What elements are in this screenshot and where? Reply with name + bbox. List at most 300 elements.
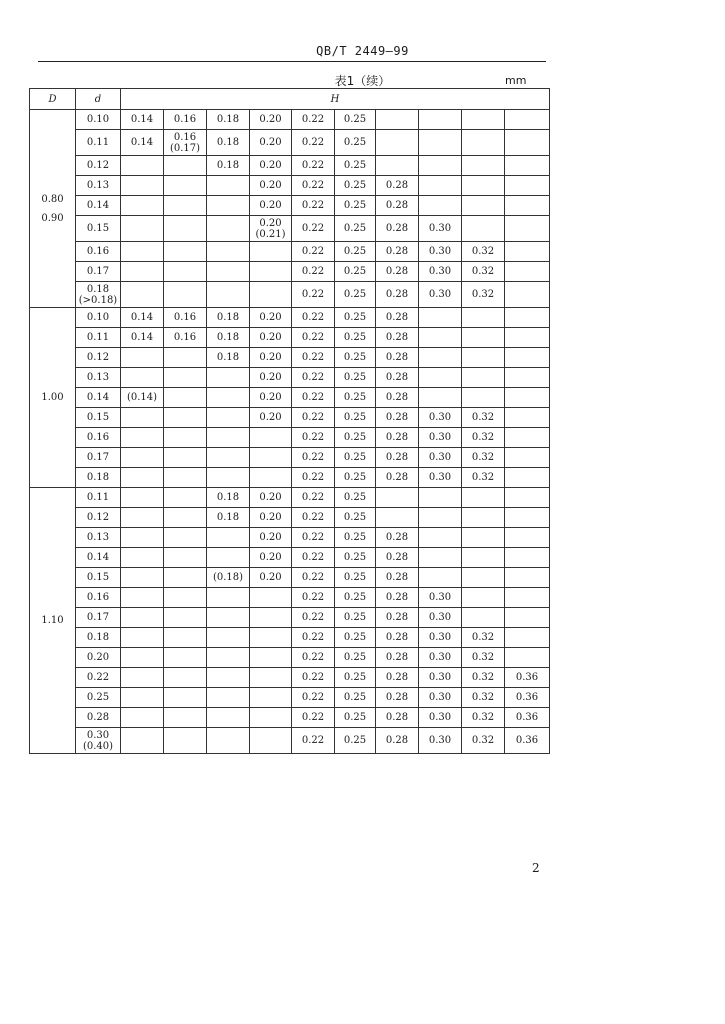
- cell-H: [164, 308, 207, 328]
- cell-H: [335, 156, 376, 176]
- cell-text: 0.30: [428, 266, 452, 277]
- cell-H: [250, 508, 292, 528]
- cell-text: 0.28: [385, 452, 409, 463]
- cell-text: 0.30: [428, 712, 452, 723]
- cell-H: [335, 428, 376, 448]
- cell-text: 0.18: [86, 632, 110, 643]
- cell-text: 0.20: [259, 532, 282, 543]
- cell-d: [76, 216, 121, 242]
- cell-H: [207, 488, 250, 508]
- cell-H: [376, 668, 419, 688]
- cell-H: [376, 176, 419, 196]
- cell-text: 0.32: [471, 632, 495, 643]
- cell-H: [292, 488, 335, 508]
- cell-H: [335, 588, 376, 608]
- cell-H: [376, 242, 419, 262]
- cell-H: [335, 568, 376, 588]
- cell-H: [292, 568, 335, 588]
- cell-H: [335, 328, 376, 348]
- cell-H: [292, 648, 335, 668]
- cell-d: [76, 130, 121, 156]
- cell-H: [121, 468, 164, 488]
- cell-text: 0.11: [86, 492, 110, 503]
- cell-text: 0.32: [471, 266, 495, 277]
- cell-text: 0.25: [343, 289, 367, 300]
- cell-text: 0.22: [301, 592, 325, 603]
- cell-H: [505, 196, 550, 216]
- cell-H: [335, 388, 376, 408]
- table-row: [30, 488, 550, 508]
- cell-H: [164, 110, 207, 130]
- cell-H: [292, 608, 335, 628]
- cell-d: [76, 196, 121, 216]
- cell-H: [292, 348, 335, 368]
- cell-H: [462, 648, 505, 668]
- cell-text: 0.13: [86, 372, 110, 383]
- cell-H: [462, 528, 505, 548]
- cell-H: [207, 308, 250, 328]
- cell-H: [335, 110, 376, 130]
- cell-H: [164, 196, 207, 216]
- cell-text: 0.25: [343, 352, 367, 363]
- cell-H: [292, 130, 335, 156]
- cell-H: [419, 648, 462, 668]
- cell-H: [250, 628, 292, 648]
- cell-H: [250, 308, 292, 328]
- cell-text: 0.28: [385, 572, 409, 583]
- cell-H: [164, 528, 207, 548]
- cell-text: 0.25: [343, 572, 367, 583]
- cell-H: [121, 708, 164, 728]
- cell-H: [419, 668, 462, 688]
- cell-H: [121, 428, 164, 448]
- cell-H: [505, 668, 550, 688]
- table-row: [30, 688, 550, 708]
- cell-H: [462, 176, 505, 196]
- cell-d: [76, 448, 121, 468]
- cell-H: [121, 388, 164, 408]
- cell-text: 0.25: [343, 452, 367, 463]
- cell-H: [419, 130, 462, 156]
- cell-H: [292, 668, 335, 688]
- cell-H: [505, 568, 550, 588]
- col-header-H: H: [121, 89, 550, 110]
- cell-H: [335, 368, 376, 388]
- cell-text: 0.25: [343, 735, 367, 746]
- cell-text: 0.22: [301, 512, 325, 523]
- cell-H: [462, 408, 505, 428]
- cell-H: [207, 428, 250, 448]
- cell-H: [292, 196, 335, 216]
- cell-d: [76, 628, 121, 648]
- table-row: [30, 176, 550, 196]
- cell-text: 0.25: [343, 332, 367, 343]
- cell-text: 0.20: [259, 412, 282, 423]
- cell-H: [335, 242, 376, 262]
- cell-text: 0.30: [428, 632, 452, 643]
- cell-text: 0.22: [301, 652, 325, 663]
- cell-H: [207, 548, 250, 568]
- cell-text: 0.22: [301, 472, 325, 483]
- cell-H: [335, 348, 376, 368]
- cell-H: [505, 468, 550, 488]
- cell-d: [76, 648, 121, 668]
- cell-text: 0.25: [343, 312, 367, 323]
- cell-H: [462, 728, 505, 754]
- cell-H: [250, 282, 292, 308]
- cell-text: 0.16: [173, 332, 197, 343]
- cell-H: [376, 448, 419, 468]
- cell-H: [376, 728, 419, 754]
- cell-H: [121, 308, 164, 328]
- cell-text: 0.20: [259, 572, 282, 583]
- cell-text: 0.22: [301, 632, 325, 643]
- cell-text: 0.28: [385, 712, 409, 723]
- cell-H: [462, 308, 505, 328]
- cell-text: 0.30: [428, 652, 452, 663]
- cell-H: [121, 608, 164, 628]
- cell-H: [250, 488, 292, 508]
- cell-d: [76, 508, 121, 528]
- cell-H: [164, 176, 207, 196]
- cell-text: 0.25: [343, 200, 367, 211]
- cell-text: 0.28: [385, 312, 409, 323]
- cell-text: 0.22: [301, 452, 325, 463]
- cell-text: 0.36: [515, 712, 539, 723]
- cell-H: [292, 728, 335, 754]
- table-row: [30, 588, 550, 608]
- table-row: [30, 242, 550, 262]
- cell-H: [335, 308, 376, 328]
- cell-text: 0.28: [385, 472, 409, 483]
- cell-H: [292, 110, 335, 130]
- cell-H: [419, 688, 462, 708]
- cell-H: [121, 262, 164, 282]
- cell-text: 0.16: [173, 114, 197, 125]
- cell-text: 0.22: [301, 332, 325, 343]
- cell-H: [462, 708, 505, 728]
- cell-H: [207, 216, 250, 242]
- cell-text: 1.10: [41, 615, 64, 626]
- cell-H: [462, 468, 505, 488]
- cell-H: [505, 282, 550, 308]
- cell-H: [164, 568, 207, 588]
- cell-text: 0.25: [343, 246, 367, 257]
- cell-H: [376, 368, 419, 388]
- cell-H: [121, 448, 164, 468]
- cell-H: [207, 468, 250, 488]
- cell-text: 0.15: [86, 412, 110, 423]
- cell-H: [376, 548, 419, 568]
- cell-text: 0.22: [301, 372, 325, 383]
- cell-H: [207, 262, 250, 282]
- cell-H: [462, 508, 505, 528]
- table-row: [30, 568, 550, 588]
- table-row: [30, 110, 550, 130]
- cell-H: [376, 428, 419, 448]
- cell-H: [419, 588, 462, 608]
- cell-text: 0.20: [259, 552, 282, 563]
- cell-text: 0.30: [428, 412, 452, 423]
- table-row: [30, 608, 550, 628]
- cell-H: [505, 588, 550, 608]
- cell-H: [335, 262, 376, 282]
- table-row: [30, 368, 550, 388]
- cell-text: 0.30: [428, 432, 452, 443]
- cell-text: 0.25: [343, 223, 367, 234]
- cell-text: 0.32: [471, 652, 495, 663]
- cell-H: [419, 428, 462, 448]
- cell-d: [76, 428, 121, 448]
- cell-H: [505, 548, 550, 568]
- cell-text: 0.22: [301, 412, 325, 423]
- cell-text: 0.32: [471, 412, 495, 423]
- cell-text: 0.17: [86, 612, 110, 623]
- cell-text: 0.16: [86, 432, 110, 443]
- cell-text: 0.28: [385, 652, 409, 663]
- cell-H: [121, 548, 164, 568]
- cell-H: [505, 608, 550, 628]
- cell-H: [505, 728, 550, 754]
- cell-text: 0.20: [259, 160, 282, 171]
- cell-H: [505, 488, 550, 508]
- cell-H: [164, 428, 207, 448]
- cell-H: [462, 242, 505, 262]
- cell-H: [207, 568, 250, 588]
- cell-H: [292, 628, 335, 648]
- cell-d: [76, 388, 121, 408]
- cell-H: [164, 588, 207, 608]
- cell-text: 0.36: [515, 735, 539, 746]
- cell-H: [121, 648, 164, 668]
- cell-H: [121, 488, 164, 508]
- cell-text: (0.17): [169, 142, 201, 154]
- cell-text: 0.28: [385, 412, 409, 423]
- cell-H: [207, 628, 250, 648]
- cell-text: 0.25: [86, 692, 110, 703]
- cell-H: [419, 348, 462, 368]
- cell-text: 0.14: [86, 552, 110, 563]
- cell-H: [121, 328, 164, 348]
- cell-H: [207, 282, 250, 308]
- cell-H: [462, 608, 505, 628]
- cell-H: [207, 242, 250, 262]
- cell-text: 0.28: [385, 392, 409, 403]
- cell-H: [505, 216, 550, 242]
- cell-H: [292, 508, 335, 528]
- cell-H: [335, 628, 376, 648]
- cell-H: [462, 156, 505, 176]
- cell-H: [505, 130, 550, 156]
- unit-label: mm: [505, 74, 527, 87]
- cell-text: 0.32: [471, 672, 495, 683]
- cell-H: [292, 308, 335, 328]
- cell-H: [207, 368, 250, 388]
- cell-text: 0.80: [41, 193, 64, 205]
- cell-H: [250, 196, 292, 216]
- cell-H: [292, 388, 335, 408]
- cell-text: 0.25: [343, 712, 367, 723]
- cell-H: [207, 688, 250, 708]
- col-header-D: D: [30, 89, 76, 110]
- cell-H: [376, 408, 419, 428]
- cell-H: [419, 328, 462, 348]
- cell-text: 0.25: [343, 612, 367, 623]
- cell-H: [207, 408, 250, 428]
- cell-text: 0.32: [471, 246, 495, 257]
- cell-H: [292, 156, 335, 176]
- cell-text: (0.21): [255, 228, 286, 240]
- cell-H: [250, 688, 292, 708]
- cell-text: 0.25: [343, 114, 367, 125]
- cell-H: [335, 130, 376, 156]
- cell-text: 0.12: [86, 160, 110, 171]
- cell-H: [250, 448, 292, 468]
- table-row: [30, 348, 550, 368]
- cell-H: [376, 156, 419, 176]
- cell-H: [505, 110, 550, 130]
- table-row: [30, 388, 550, 408]
- cell-H: [292, 468, 335, 488]
- cell-text: 0.25: [343, 512, 367, 523]
- cell-H: [121, 508, 164, 528]
- cell-H: [335, 668, 376, 688]
- cell-H: [250, 408, 292, 428]
- cell-H: [462, 388, 505, 408]
- cell-d: [76, 308, 121, 328]
- cell-text: 0.28: [385, 289, 409, 300]
- cell-H: [207, 388, 250, 408]
- cell-text: 0.32: [471, 289, 495, 300]
- table-row: [30, 130, 550, 156]
- cell-text: 0.22: [301, 312, 325, 323]
- cell-H: [462, 196, 505, 216]
- cell-H: [250, 668, 292, 688]
- cell-H: [292, 528, 335, 548]
- cell-H: [335, 408, 376, 428]
- cell-text: 0.25: [343, 412, 367, 423]
- cell-text: 0.30: [428, 472, 452, 483]
- table-row: [30, 728, 550, 754]
- cell-text: 0.20: [259, 372, 282, 383]
- cell-text: 0.30: [428, 612, 452, 623]
- cell-text: 0.30: [428, 672, 452, 683]
- cell-H: [505, 242, 550, 262]
- table-row: [30, 668, 550, 688]
- cell-H: [292, 428, 335, 448]
- cell-text: 0.28: [385, 266, 409, 277]
- table-row: [30, 708, 550, 728]
- cell-d: [76, 156, 121, 176]
- cell-H: [121, 528, 164, 548]
- cell-text: 0.12: [86, 352, 110, 363]
- cell-text: 0.28: [385, 180, 409, 191]
- cell-text: 0.25: [343, 472, 367, 483]
- cell-H: [505, 708, 550, 728]
- cell-H: [462, 668, 505, 688]
- cell-text: 0.15: [86, 223, 110, 234]
- cell-d: [76, 408, 121, 428]
- cell-H: [376, 608, 419, 628]
- cell-H: [121, 176, 164, 196]
- cell-H: [292, 448, 335, 468]
- cell-H: [419, 528, 462, 548]
- cell-H: [335, 708, 376, 728]
- cell-d: [76, 110, 121, 130]
- cell-text: 0.12: [86, 512, 110, 523]
- cell-text: 0.28: [385, 352, 409, 363]
- cell-H: [335, 176, 376, 196]
- cell-d: [76, 568, 121, 588]
- cell-H: [419, 176, 462, 196]
- cell-text: 0.22: [301, 735, 325, 746]
- cell-H: [462, 568, 505, 588]
- cell-text: 0.18: [86, 283, 110, 295]
- cell-H: [376, 328, 419, 348]
- cell-text: 0.25: [343, 266, 367, 277]
- cell-H: [376, 348, 419, 368]
- cell-H: [121, 408, 164, 428]
- standard-code: QB/T 2449—99: [316, 44, 409, 58]
- cell-H: [419, 708, 462, 728]
- table-row: [30, 216, 550, 242]
- cell-H: [292, 262, 335, 282]
- cell-H: [292, 176, 335, 196]
- cell-text: 0.25: [343, 692, 367, 703]
- cell-text: 0.22: [86, 672, 110, 683]
- cell-H: [292, 548, 335, 568]
- cell-H: [376, 388, 419, 408]
- cell-text: 0.22: [301, 180, 325, 191]
- cell-H: [505, 508, 550, 528]
- cell-H: [376, 708, 419, 728]
- cell-H: [164, 408, 207, 428]
- cell-H: [419, 548, 462, 568]
- cell-H: [250, 348, 292, 368]
- cell-H: [292, 408, 335, 428]
- cell-text: (>0.18): [78, 294, 118, 306]
- dimension-table: [29, 88, 550, 754]
- cell-text: 0.30: [428, 592, 452, 603]
- cell-H: [505, 448, 550, 468]
- cell-text: 0.32: [471, 712, 495, 723]
- cell-H: [164, 156, 207, 176]
- cell-H: [164, 328, 207, 348]
- cell-text: 0.18: [216, 312, 240, 323]
- cell-H: [505, 328, 550, 348]
- cell-text: 0.20: [259, 492, 282, 503]
- cell-H: [250, 110, 292, 130]
- cell-H: [419, 308, 462, 328]
- cell-d: [76, 262, 121, 282]
- cell-H: [462, 588, 505, 608]
- cell-H: [419, 628, 462, 648]
- table-row: [30, 448, 550, 468]
- cell-H: [164, 628, 207, 648]
- cell-text: 0.28: [385, 246, 409, 257]
- cell-text: 0.25: [343, 372, 367, 383]
- cell-text: 0.11: [86, 137, 110, 148]
- cell-text: 0.25: [343, 672, 367, 683]
- cell-d: [76, 608, 121, 628]
- cell-H: [505, 308, 550, 328]
- cell-text: 0.25: [343, 652, 367, 663]
- table-caption: 表1（续）: [334, 74, 391, 88]
- cell-text: 0.25: [343, 552, 367, 563]
- table-body: [30, 110, 550, 754]
- cell-H: [250, 588, 292, 608]
- cell-H: [462, 216, 505, 242]
